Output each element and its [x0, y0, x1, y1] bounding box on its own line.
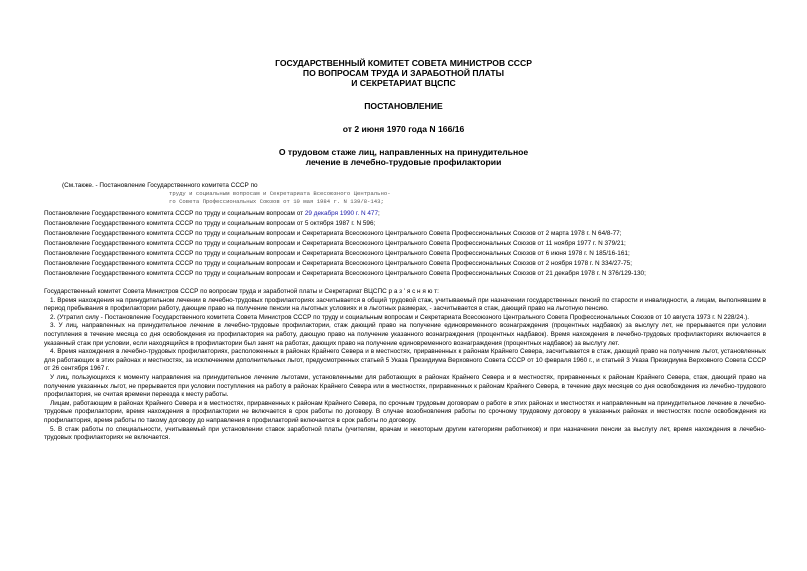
org-line-2: ПО ВОПРОСАМ ТРУДА И ЗАРАБОТНОЙ ПЛАТЫ	[302, 68, 505, 78]
see-also-mono-line-1: труду и социальным вопросам и Секретариата Всесоюзного Центрально-	[169, 190, 391, 197]
preamble: Государственный комитет Совета Министров СССР по вопросам труда и заработной платы и Секретариат ВЦСПС р а з ' я с н я ю т:	[44, 288, 439, 295]
see-also-item-text: Постановление Государственного комитета СССР по труду и социальным вопросам и Секретариата Всесоюзного Центрального Совета Профессиональных Союзов от 11 ноября 1977 г. N 379/21;	[44, 240, 626, 247]
see-also-mono-line-2: го Совета Профессиональных Союзов от 10 мая 1984 г. N 139/8-143;	[169, 198, 384, 205]
see-also-item	[44, 270, 646, 278]
see-also-item-text: Постановление Государственного комитета СССР по труду и социальным вопросам от 5 октября 1987 г. N 596;	[44, 220, 376, 227]
see-also-item	[44, 250, 630, 258]
document-body	[44, 288, 766, 443]
org-line-3: И СЕКРЕТАРИАТ ВЦСПС	[351, 78, 456, 88]
paragraph-2: 2. (Утратил силу - Постановление Государственного комитета Совета Министров СССР по труду и социальным вопросам и Секретариата Всесоюзного Центрального Совета Профессиональных Союзов от 10 августа 1973 г. N 228/24.).	[50, 313, 750, 321]
see-also-item	[44, 230, 622, 238]
see-also-item-text: Постановление Государственного комитета СССР по труду и социальным вопросам и Секретариата Всесоюзного Центрального Совета Профессиональных Союзов от 21 декабря 1978 г. N 376/129-130;	[44, 270, 646, 277]
paragraph-1: 1. Время нахождения на принудительном лечении в лечебно-трудовых профилакториях засчитывается в общий трудовой стаж, учитываемый при назначении государственных пенсий по старости и инвалидности, а лицам, выполнявшим в период пребывания в профилактории работу, дающие право на получение пенсии на льготных условиях и в льготных размерах, - засчитывается в стаж, дающий право на льготную пенсию.	[44, 296, 766, 313]
paragraph-5: У лиц, пользующихся к моменту направления на принудительное лечение льготами, установленными для работающих в районах Крайнего Севера и в местностях, приравненных к районам Крайнего Севера, стаж, дающий право на получение указанных льгот, не прерывается при условии поступления на работу в районах Крайнего Севера или в местностях, приравненных к районам Крайнего Севера, в течение двух месяцев со дня освобождения из лечебно-трудового профилактория, не считая времени переезда к месту работы.	[44, 373, 766, 399]
paragraph-7: 5. В стаж работы по специальности, учитываемый при установлении ставок заработной платы (учителям, врачам и некоторым другим категориям работников) и при назначении пенсии за выслугу лет, время нахождения в лечебно-трудовых профилакториях не включается.	[44, 425, 766, 442]
paragraph-3: 3. У лиц, направленных на принудительное лечение в лечебно-трудовые профилактории, стаж дающий право на получение единовременного вознаграждения (процентных надбавок) за выслугу лет, не прерывается при условии поступления в течение месяца со дня освобождения из профилактория на работу, дающую право на получение указанного вознаграждения (процентных надбавок). Время нахождения в лечебно-трудовых профилакториях включается в указанный стаж при условии, если находящийся в профилактории был занят на работах, дающих право на получение единовременного вознаграждения (процентных надбавок) за выслугу лет.	[44, 322, 766, 347]
doc-date	[0, 124, 807, 134]
see-also-item-text: Постановление Государственного комитета СССР по труду и социальным вопросам от	[44, 210, 305, 217]
see-also-item-text: Постановление Государственного комитета СССР по труду и социальным вопросам и Секретариата Всесоюзного Центрального Совета Профессиональных Союзов от 6 июня 1978 г. N 185/16-161;	[44, 250, 630, 257]
see-also-item-text: Постановление Государственного комитета СССР по труду и социальным вопросам и Секретариата Всесоюзного Центрального Совета Профессиональных Союзов от 2 ноября 1978 г. N 334/27-75;	[44, 260, 632, 267]
org-line-1: ГОСУДАРСТВЕННЫЙ КОМИТЕТ СОВЕТА МИНИСТРОВ СССР	[275, 58, 532, 68]
doc-type	[0, 101, 807, 111]
paragraph-4: 4. Время нахождения в лечебно-трудовых профилакториях, расположенных в районах Крайнего Севера и в местностях, приравненных к районам Крайнего Севера, засчитывается в стаж, дающий право на получение льгот, установленных для работающих в этих районах и местностях, за исключением дополнительных льгот, предусмотренных статьей 5 Указа Президиума Верховного Совета СССР от 10 февраля 1960 г., и статьей 3 Указа Президиума Верховного Совета СССР от 26 сентября 1967 г.	[44, 348, 766, 373]
doc-date-text: от 2 июня 1970 года N 166/16	[342, 124, 465, 134]
paragraph-6: Лицам, работающим в районах Крайнего Севера и в местностях, приравненных к районам Крайнего Севера, по срочным трудовым договорам о работе в этих районах и местностях и направленным на принудительное лечение в лечебно-трудовые профилактории, время нахождения в профилактории не включается в срок работы по договору. В случае возобновления работы по срочному трудовому договору в указанных районах и местностях после освобождения из профилактория, время работы по такому договору до направления в профилакторий включается в срок работы по договору.	[44, 399, 766, 424]
see-also-item	[44, 210, 380, 218]
see-also-item	[44, 240, 626, 248]
header-organization	[0, 58, 807, 88]
doc-title	[0, 147, 807, 167]
see-also-intro: (См.также. - Постановление Государственного комитета СССР по	[62, 182, 258, 189]
title-line-2: лечение в лечебно-трудовые профилактории	[305, 157, 502, 167]
see-also-item-link[interactable]: 29 декабря 1990 г. N 477	[304, 210, 379, 217]
title-line-1: О трудовом стаже лиц, направленных на принудительное	[278, 147, 529, 157]
doc-type-text: ПОСТАНОВЛЕНИЕ	[364, 101, 443, 111]
see-also-item-suffix: ;	[378, 210, 380, 217]
see-also-item-text: Постановление Государственного комитета СССР по труду и социальным вопросам и Секретариата Всесоюзного Центрального Совета Профессиональных Союзов от 2 марта 1978 г. N 64/8-77;	[44, 230, 622, 237]
see-also-item	[44, 220, 375, 228]
see-also-item	[44, 260, 632, 268]
